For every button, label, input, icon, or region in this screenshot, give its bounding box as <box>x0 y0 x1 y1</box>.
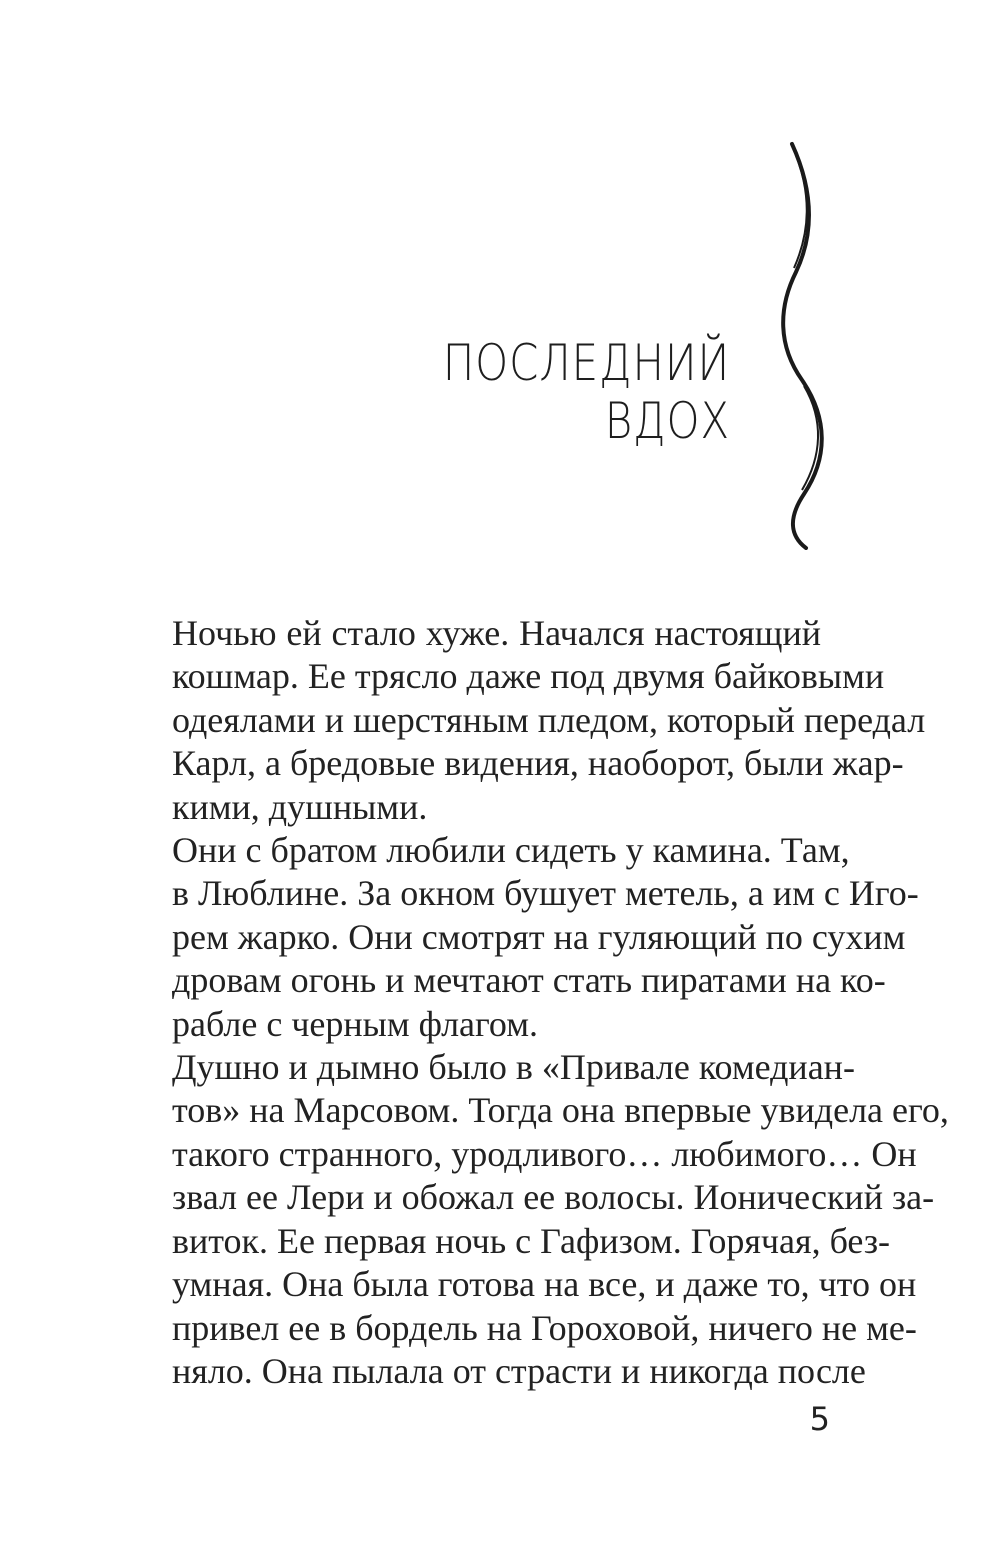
text-line: рабле с черным флагом. <box>172 1003 538 1044</box>
chapter-body <box>125 612 949 1393</box>
text-line: привел ее в бордель на Гороховой, ничего не ме- <box>172 1307 917 1348</box>
text-line: Карл, а бредовые видения, наоборот, были жар- <box>172 743 904 784</box>
text-line: Ночью ей стало хуже. Начался настоящий <box>172 613 821 653</box>
paragraph <box>125 612 926 829</box>
chapter-title: ПОСЛЕДНИЙ ВДОХ <box>442 334 730 450</box>
text-line: няло. Она пылала от страсти и никогда после <box>172 1350 866 1391</box>
text-line: Они с братом любили сидеть у камина. Там, <box>172 830 850 871</box>
text-line: тов» на Марсовом. Тогда она впервые увидела его, <box>172 1090 949 1131</box>
text-line: умная. Она была готова на все, и даже то, что он <box>172 1264 917 1305</box>
text-line: рем жарко. Они смотрят на гуляющий по сухим <box>172 916 906 957</box>
text-line: такого странного, уродливого… любимого… Он <box>172 1133 917 1174</box>
page-number: 5 <box>809 1400 830 1438</box>
text-line: виток. Ее первая ночь с Гафизом. Горячая, без- <box>172 1220 891 1261</box>
text-line: одеялами и шерстяным пледом, который передал <box>172 699 926 740</box>
text-line: кошмар. Ее трясло даже под двумя байковыми <box>172 656 885 697</box>
vertical-wave-ornament-icon <box>770 140 840 550</box>
paragraph <box>125 829 919 1046</box>
text-line: звал ее Лери и обожал ее волосы. Ионический за- <box>172 1177 935 1218</box>
text-line: дровам огонь и мечтают стать пиратами на ко- <box>172 960 886 1001</box>
text-line: в Люблине. За окном бушует метель, а им с Иго- <box>172 873 919 914</box>
paragraph <box>125 1046 949 1393</box>
text-line: Душно и дымно было в «Привале комедиан- <box>172 1047 855 1088</box>
text-line: кими, душными. <box>172 786 428 827</box>
